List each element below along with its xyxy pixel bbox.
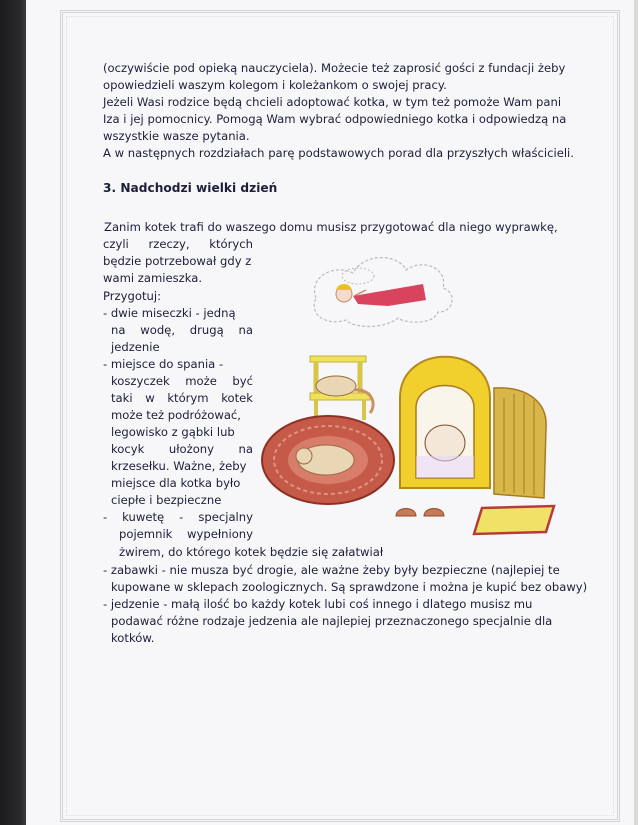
cat-bed-icon [262,416,394,504]
body-line: czyli rzeczy, których [103,237,253,251]
intro-line: (oczywiście pod opieką nauczyciela). Możecie też zaprosić gości z fundacji żeby [103,61,566,75]
list-item-bowls: - dwie miseczki - jedną [103,306,236,320]
body-line: będzie potrzebował gdy z [103,254,252,268]
list-item-litter-box: - kuwetę - specjalny [103,510,253,524]
body-line: kotków. [111,631,155,645]
body-line: wami zamieszka. [103,271,203,285]
litter-box-icon [474,506,554,534]
intro-line: A w następnych rozdziałach parę podstawowych porad dla przyszłych właścicieli. [103,146,574,160]
section-heading: 3. Nadchodzi wielki dzień [103,181,278,195]
body-line: kupowane w sklepach zoologicznych. Są sprawdzone i można je kupić bez obawy) [111,580,588,594]
intro-line: wszystkie wasze pytania. [103,129,250,143]
body-line: jedzenie [111,340,160,354]
body-line: Przygotuj: [103,289,161,303]
body-line: może też podróżować, [111,408,241,422]
body-line: Zanim kotek trafi do waszego domu musisz przygotować dla niego wyprawkę, [104,220,558,234]
body-line: podawać różne rodzaje jedzenia ale najlepiej przeznaczonego specjalnie dla [111,614,553,628]
cat-supplies-drawing [258,238,578,542]
body-line: kocyk ułożony na [111,442,253,456]
body-line: koszyczek może być [111,374,253,388]
intro-line: Iza i jej pomocnicy. Pomogą Wam wybrać odpowiedniego kotka i odpowiedzą na [103,112,567,126]
intro-line: Jeżeli Wasi rodzice będą chcieli adoptować kotka, w tym też pomoże Wam pani [103,95,562,109]
body-line: pojemnik wypełniony [119,527,253,541]
list-item-food: - jedzenie - małą ilość bo każdy kotek lubi coś innego i dlatego musisz mu [103,597,533,611]
body-line: na wodę, drugą na [111,323,253,337]
body-line: legowisko z gąbki lub [111,425,235,439]
chair-with-cat-icon [310,356,373,420]
list-item-toys: - zabawki - nie musza być drogie, ale ważne żeby były bezpieczne (najlepiej te [103,563,560,577]
body-line: żwirem, do którego kotek będzie się załatwiał [119,545,384,559]
cat-carrier-icon [400,357,546,498]
body-line: miejsce dla kotka było [111,476,241,490]
cloud-angel-icon [314,258,452,327]
intro-line: opowiedzieli waszym kolegom i koleżankom o swojej pracy. [103,78,447,92]
body-line: krzesełku. Ważne, żeby [111,459,247,473]
list-item-sleeping-place: - miejsce do spania - [103,357,224,371]
body-line: taki w którym kotek [111,391,253,405]
body-line: ciepłe i bezpieczne [111,493,222,507]
food-bowls-icon [396,509,444,517]
binder-edge [0,0,26,825]
